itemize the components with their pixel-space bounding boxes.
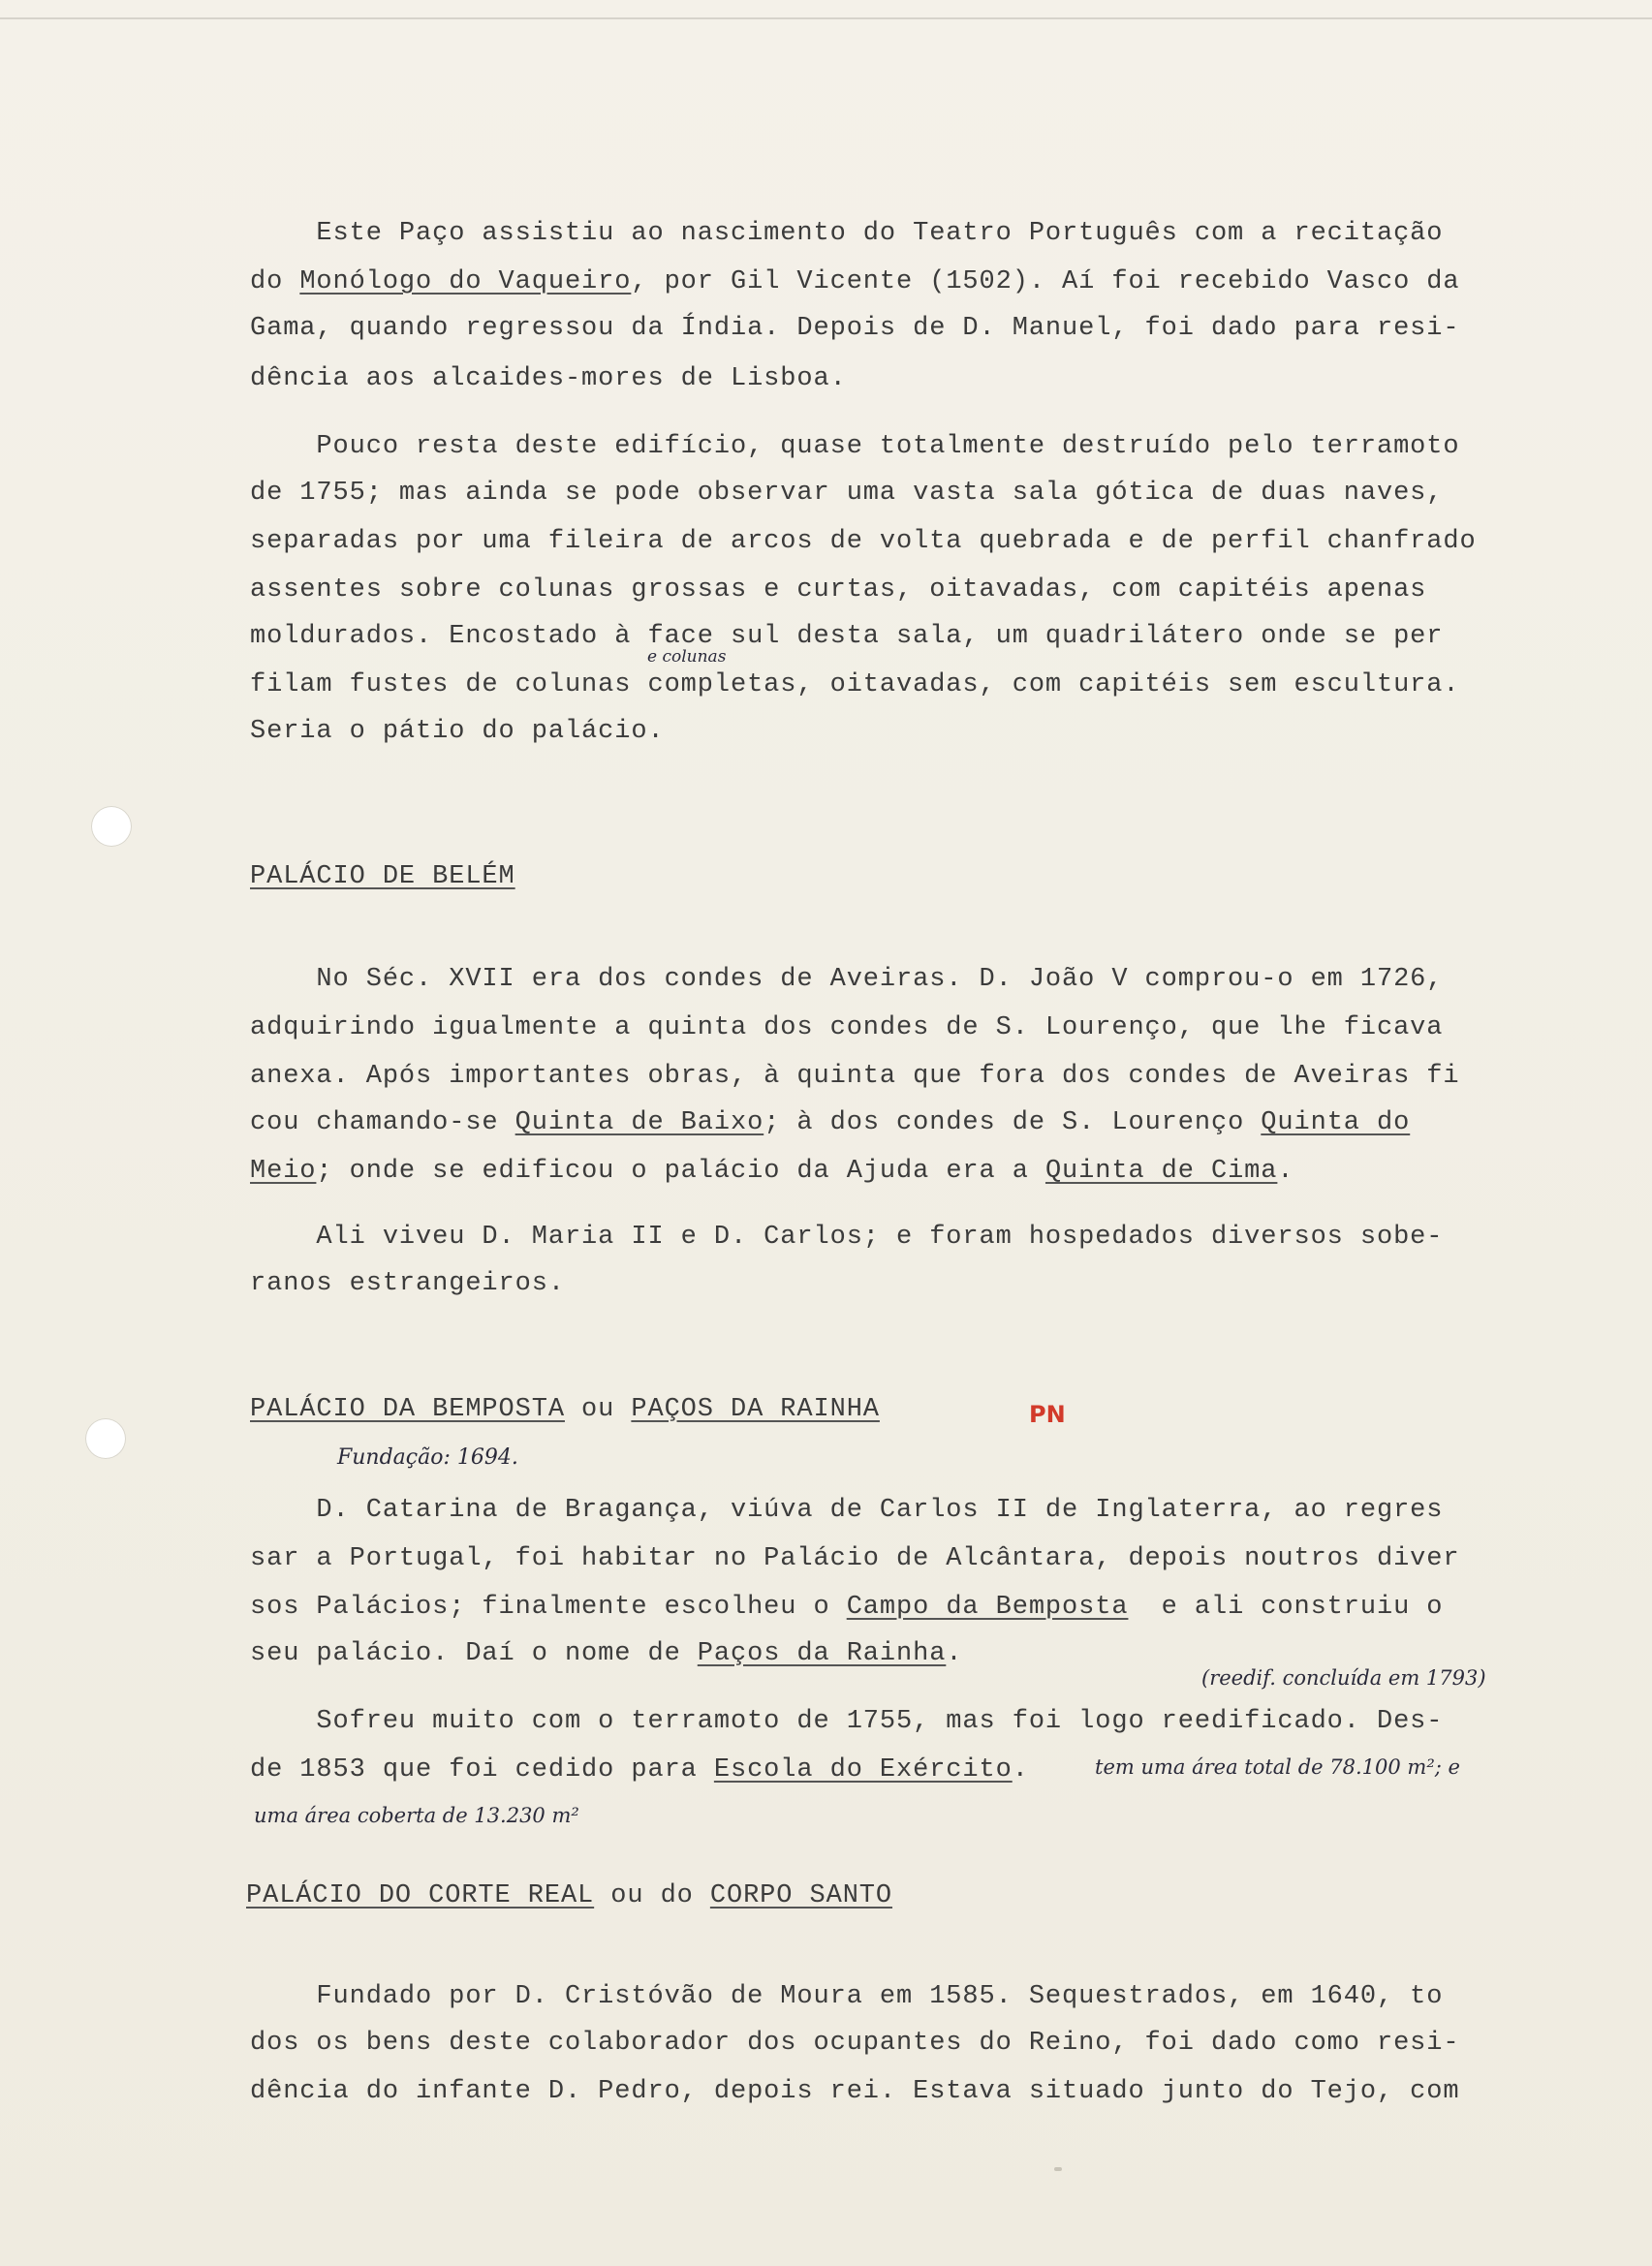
bemposta-line-6-b: . bbox=[1012, 1755, 1029, 1785]
belem-line-5-a: ; onde se edificou o palácio da Ajuda era a bbox=[316, 1157, 1045, 1186]
belem-line-3: anexa. Após importantes obras, à quinta que fora dos condes de Aveiras fi bbox=[250, 1062, 1460, 1091]
heading-bemposta-b: PAÇOS DA RAINHA bbox=[631, 1395, 880, 1424]
bemposta-line-2: sar a Portugal, foi habitar no Palácio de Alcântara, depois noutros diver bbox=[250, 1544, 1460, 1573]
corte-real-line-1: Fundado por D. Cristóvão de Moura em 1585. Sequestrados, em 1640, to bbox=[250, 1982, 1444, 2011]
para2-line-1: Pouco resta deste edifício, quase totalmente destruído pelo terramoto bbox=[250, 432, 1460, 461]
para2-line-3: separadas por uma fileira de arcos de volta quebrada e de perfil chanfrado bbox=[250, 527, 1477, 556]
quinta-de-baixo: Quinta de Baixo bbox=[514, 1108, 764, 1137]
heading-bemposta-a: PALÁCIO DA BEMPOSTA bbox=[250, 1395, 565, 1424]
para2-line-2: de 1755; mas ainda se pode observar uma vasta sala gótica de duas naves, bbox=[250, 479, 1444, 508]
binder-hole-top bbox=[91, 806, 132, 847]
bemposta-line-3-a: sos Palácios; finalmente escolheu o bbox=[250, 1593, 847, 1622]
heading-corte-real-b: CORPO SANTO bbox=[709, 1881, 893, 1910]
bemposta-line-4-b: . bbox=[946, 1639, 963, 1668]
heading-corte-real-or: ou do bbox=[594, 1881, 710, 1910]
intro-line-2-a: do bbox=[250, 267, 300, 296]
bemposta-line-1: D. Catarina de Bragança, viúva de Carlos II de Inglaterra, ao regres bbox=[250, 1496, 1444, 1525]
bemposta-line-6-a: de 1853 que foi cedido para bbox=[250, 1755, 714, 1785]
bemposta-line-5: Sofreu muito com o terramoto de 1755, mas foi logo reedificado. Des- bbox=[250, 1707, 1444, 1736]
meio: Meio bbox=[250, 1157, 317, 1186]
handwritten-reedif: (reedif. concluída em 1793) bbox=[1201, 1666, 1486, 1690]
campo-da-bemposta: Campo da Bemposta bbox=[846, 1593, 1129, 1622]
para2-line-7: Seria o pátio do palácio. bbox=[250, 717, 665, 746]
handwritten-area-total: tem uma área total de 78.100 m²; e bbox=[1095, 1755, 1460, 1779]
paper-speck bbox=[1054, 2167, 1062, 2171]
belem-line-7: ranos estrangeiros. bbox=[250, 1269, 565, 1298]
intro-line-4: dência aos alcaides-mores de Lisboa. bbox=[250, 364, 847, 393]
binder-hole-bottom bbox=[85, 1418, 126, 1459]
handwritten-foundation: Fundação: 1694. bbox=[337, 1445, 518, 1470]
intro-line-2-b: , por Gil Vicente (1502). Aí foi recebido Vasco da bbox=[631, 267, 1460, 296]
intro-line-3: Gama, quando regressou da Índia. Depois de D. Manuel, foi dado para resi- bbox=[250, 314, 1460, 343]
para2-line-4: assentes sobre colunas grossas e curtas, oitavadas, com capitéis apenas bbox=[250, 575, 1427, 605]
handwritten-insert: e colunas bbox=[647, 647, 727, 667]
heading-corte-real-a: PALÁCIO DO CORTE REAL bbox=[246, 1881, 595, 1910]
intro-line-1: Este Paço assistiu ao nascimento do Teatro Português com a recitação bbox=[250, 219, 1444, 248]
heading-belem: PALÁCIO DE BELÉM bbox=[250, 862, 515, 891]
page-top-edge bbox=[0, 17, 1652, 19]
quinta-do: Quinta do bbox=[1261, 1108, 1411, 1137]
bemposta-line-3 bbox=[250, 1589, 1443, 1626]
belem-line-2: adquirindo igualmente a quinta dos condes de S. Lourenço, que lhe ficava bbox=[250, 1013, 1444, 1042]
pn-mark: PN bbox=[1029, 1401, 1066, 1428]
para2-line-6: filam fustes de colunas completas, oitavadas, com capitéis sem escultura. bbox=[250, 670, 1460, 699]
escola-do-exercito: Escola do Exército bbox=[713, 1755, 1013, 1785]
belem-line-5-b: . bbox=[1277, 1157, 1294, 1186]
bemposta-line-4-a: seu palácio. Daí o nome de bbox=[250, 1639, 698, 1668]
heading-corte-real bbox=[246, 1878, 892, 1914]
pacos-da-rainha: Paços da Rainha bbox=[697, 1639, 947, 1668]
quinta-de-cima: Quinta de Cima bbox=[1044, 1157, 1278, 1186]
belem-line-5 bbox=[250, 1153, 1294, 1190]
heading-bemposta-or: ou bbox=[564, 1395, 632, 1424]
bemposta-line-6 bbox=[250, 1752, 1029, 1788]
corte-real-line-2: dos os bens deste colaborador dos ocupantes do Reino, foi dado como resi- bbox=[250, 2029, 1460, 2058]
belem-line-4-a: cou chamando-se bbox=[250, 1108, 515, 1137]
corte-real-line-3: dência do infante D. Pedro, depois rei. Estava situado junto do Tejo, com bbox=[250, 2077, 1460, 2106]
para2-line-5: moldurados. Encostado à face sul desta sala, um quadrilátero onde se per bbox=[250, 622, 1444, 651]
heading-bemposta bbox=[250, 1391, 880, 1428]
bemposta-line-3-b: e ali construiu o bbox=[1128, 1593, 1444, 1622]
belem-line-4-b: ; à dos condes de S. Lourenço bbox=[764, 1108, 1262, 1137]
belem-line-1: No Séc. XVII era dos condes de Aveiras. D. João V comprou-o em 1726, bbox=[250, 965, 1444, 994]
belem-line-6: Ali viveu D. Maria II e D. Carlos; e foram hospedados diversos sobe- bbox=[250, 1223, 1444, 1252]
monologo-title: Monólogo do Vaqueiro bbox=[299, 267, 632, 296]
bemposta-line-4 bbox=[250, 1635, 962, 1672]
belem-line-4 bbox=[250, 1104, 1410, 1141]
handwritten-area-coberta: uma área coberta de 13.230 m² bbox=[254, 1804, 579, 1827]
intro-line-2 bbox=[250, 264, 1460, 300]
